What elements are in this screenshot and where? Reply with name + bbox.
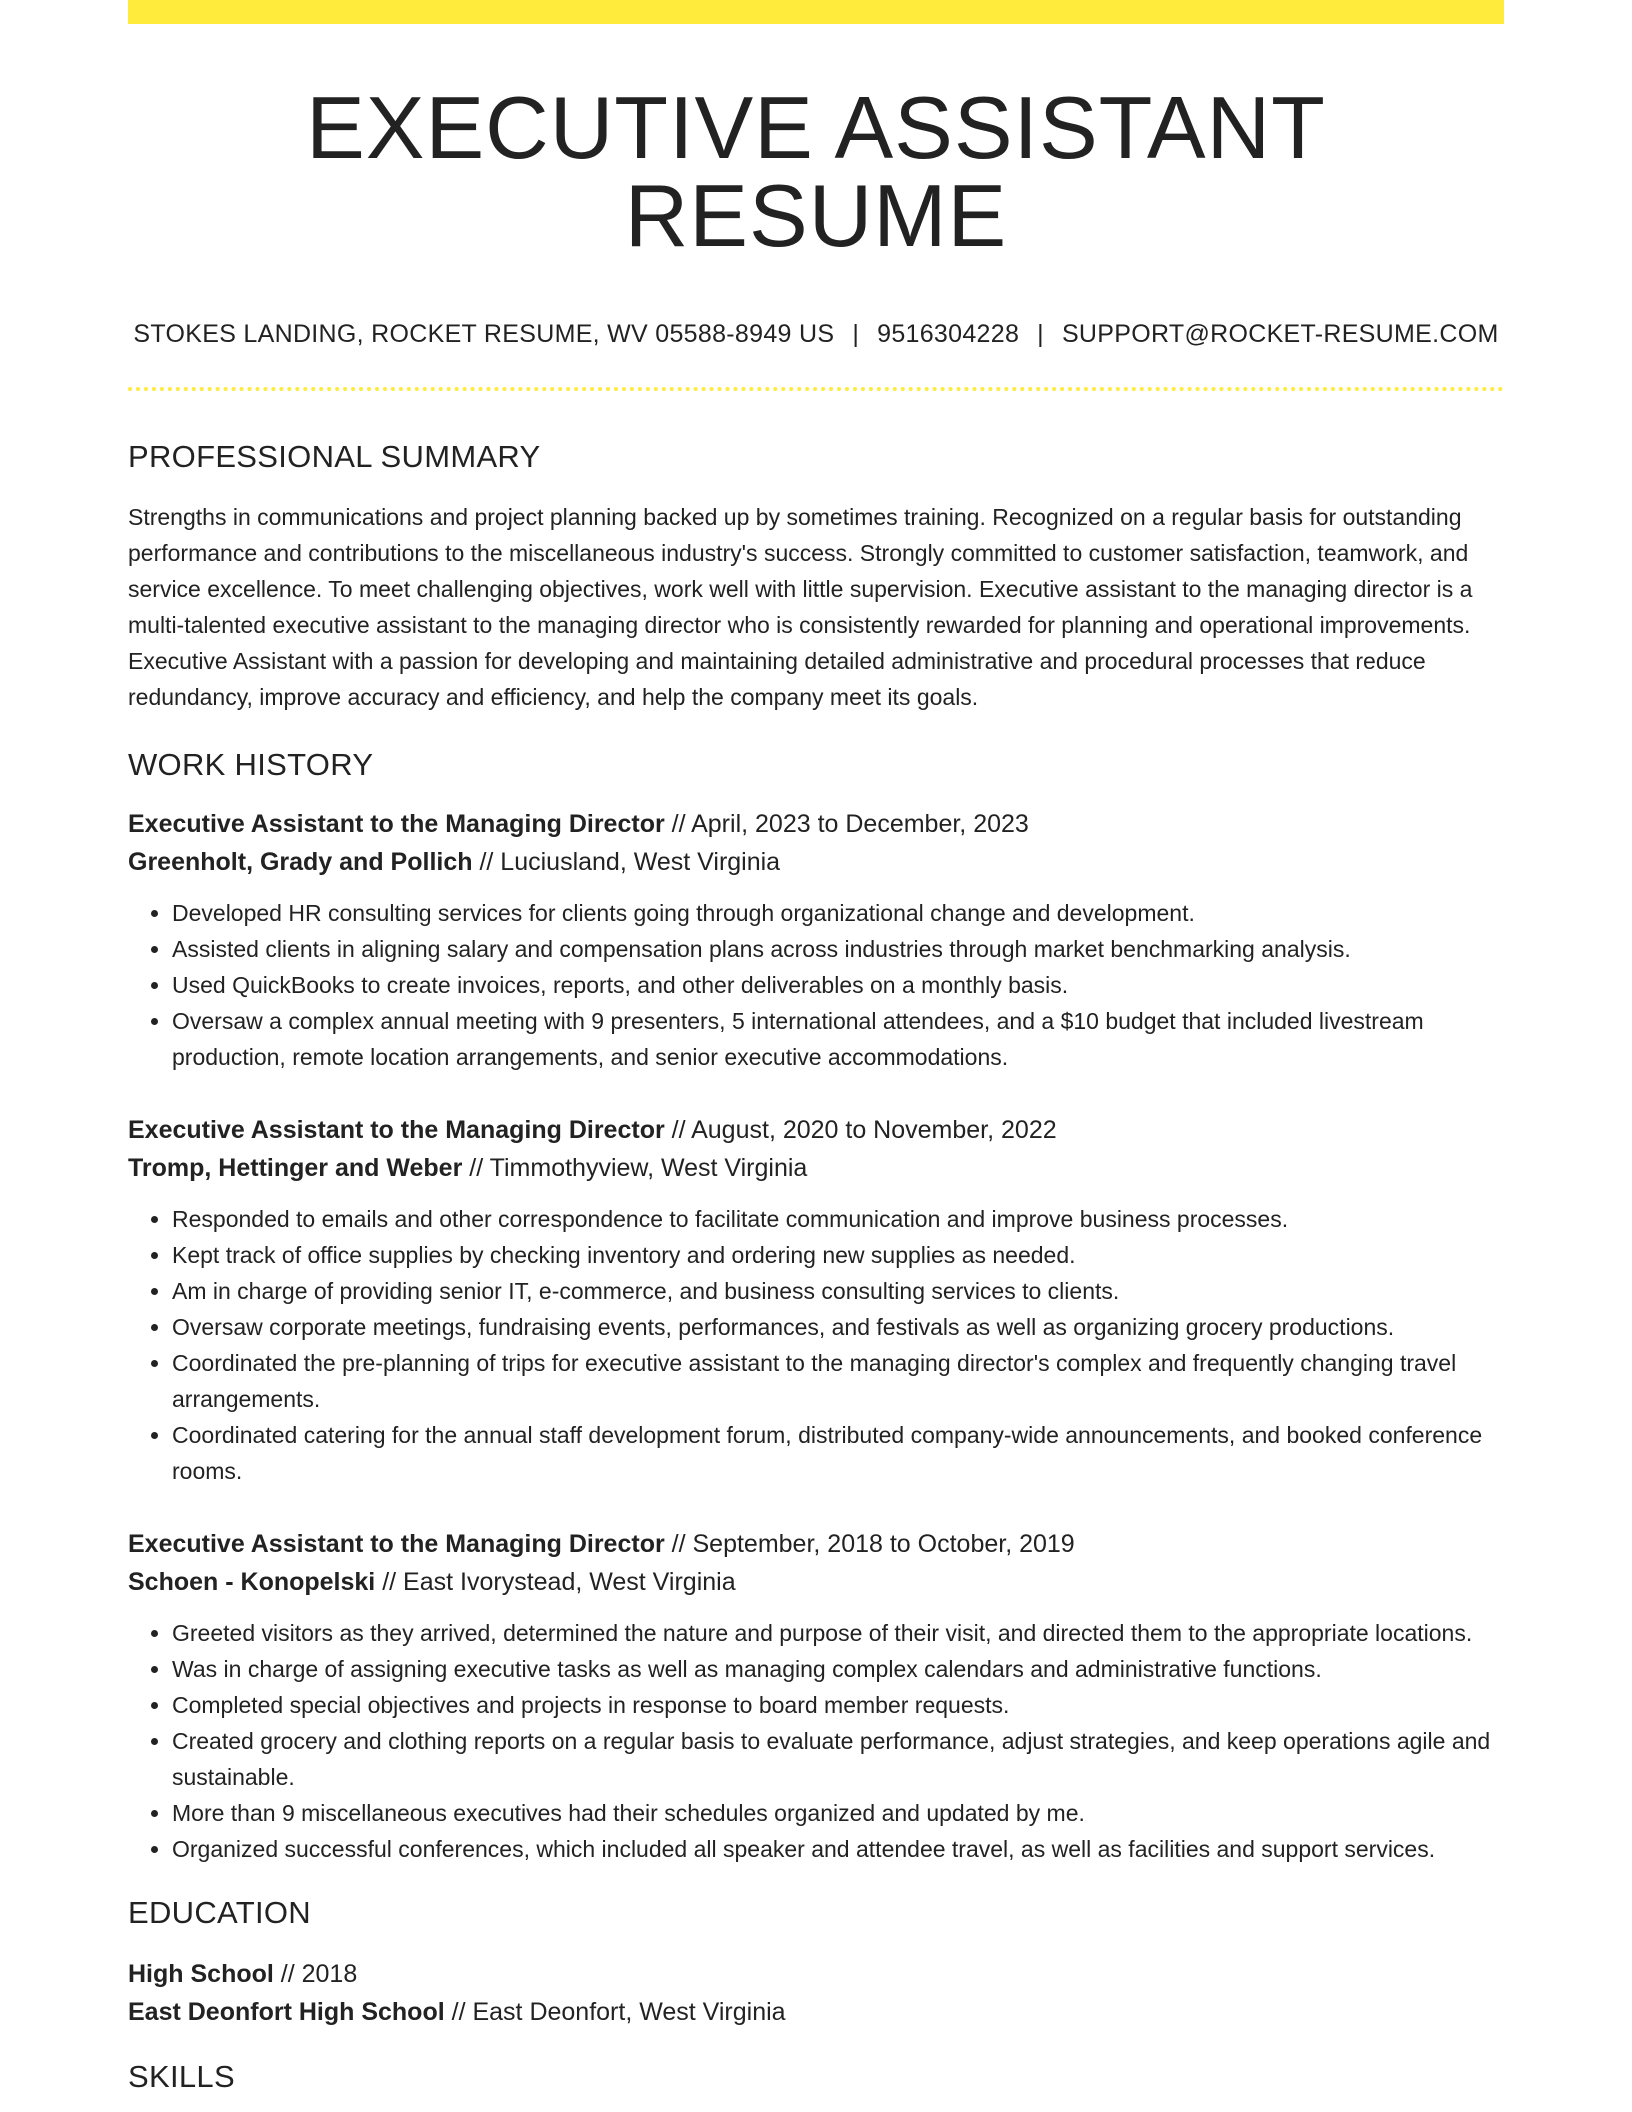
job-bullet: • Assisted clients in aligning salary and compensation plans across industries through market benchmarking analysis. [172,931,1504,967]
job-bullet: • Was in charge of assigning executive tasks as well as managing complex calendars and administrative functions. [172,1651,1504,1687]
job-location: // East Ivorystead, West Virginia [375,1568,736,1596]
education-section [128,1895,1504,2031]
job-company-line [128,1563,1504,1601]
job-bullet: • Am in charge of providing senior IT, e-commerce, and business consulting services to clients. [172,1273,1504,1309]
contact-separator: | [1037,320,1044,348]
job-entry [128,1111,1504,1489]
job-company: Schoen - Konopelski [128,1568,376,1596]
job-title: Executive Assistant to the Managing Director [128,1530,665,1558]
job-bullet: • Coordinated the pre-planning of trips for executive assistant to the managing director's complex and frequently changing travel arrangements. [172,1345,1504,1417]
job-entry [128,1525,1504,1867]
resume-page [128,0,1504,2095]
job-title-line [128,1111,1504,1149]
page-title: EXECUTIVE ASSISTANT RESUME [306,78,1326,265]
job-entry [128,805,1504,1075]
education-school-line [128,1993,1504,2031]
contact-email: SUPPORT@ROCKET-RESUME.COM [1061,320,1499,348]
job-title: Executive Assistant to the Managing Director [128,1116,665,1144]
job-bullet: • Responded to emails and other correspondence to facilitate communication and improve business processes. [172,1201,1504,1237]
job-bullet: • Greeted visitors as they arrived, determined the nature and purpose of their visit, and directed them to the appropriate locations. [172,1615,1504,1651]
job-dates: // September, 2018 to October, 2019 [664,1530,1075,1558]
summary-section [128,439,1504,715]
job-bullet: • Coordinated catering for the annual staff development forum, distributed company-wide announcements, and booked conference rooms. [172,1417,1504,1489]
job-bullets [128,1615,1504,1867]
job-title-line [128,1525,1504,1563]
summary-heading: PROFESSIONAL SUMMARY [128,439,541,474]
contact-phone: 9516304228 [877,320,1020,348]
work-history-section [128,747,1504,1867]
work-history-heading: WORK HISTORY [128,747,374,782]
summary-text: Strengths in communications and project planning backed up by sometimes training. Recognized on a regular basis for outstanding performance and contributions to the miscellaneous industry's success. Strongly committed to customer satisfaction, teamwork, and service excellence. To meet challenging objectives, work well with little supervision. Executive assistant to the managing director is a multi-talented executive assistant to the managing director who is consistently rewarded for planning and operational improvements. Executive Assistant with a passion for developing and maintaining detailed administrative and procedural processes that reduce redundancy, improve accuracy and efficiency, and help the company meet its goals. [128,504,1473,710]
education-year: // 2018 [273,1960,358,1988]
job-bullet: • Oversaw a complex annual meeting with 9 presenters, 5 international attendees, and a $10 budget that included livestream production, remote location arrangements, and senior executive accommodations. [172,1003,1504,1075]
job-bullet: • Developed HR consulting services for clients going through organizational change and development. [172,895,1504,931]
job-bullets [128,895,1504,1075]
education-entry [128,1955,1504,2031]
job-location: // Luciusland, West Virginia [472,848,781,876]
contact-line [128,320,1504,349]
job-title-line [128,805,1504,843]
skills-heading: SKILLS [128,2059,235,2094]
job-bullet: • Organized successful conferences, which included all speaker and attendee travel, as well as facilities and support services. [172,1831,1504,1867]
job-bullets [128,1201,1504,1489]
skills-section [128,2059,1504,2095]
job-company-line [128,843,1504,881]
job-bullet: • More than 9 miscellaneous executives had their schedules organized and updated by me. [172,1795,1504,1831]
job-bullet: • Used QuickBooks to create invoices, reports, and other deliverables on a monthly basis. [172,967,1504,1003]
education-degree: High School [128,1960,274,1988]
education-degree-line [128,1955,1504,1993]
education-heading: EDUCATION [128,1895,311,1930]
accent-top-bar [128,0,1504,24]
job-bullet: • Kept track of office supplies by checking inventory and ordering new supplies as needed. [172,1237,1504,1273]
job-company-line [128,1149,1504,1187]
job-dates: // April, 2023 to December, 2023 [664,810,1029,838]
job-bullet: • Oversaw corporate meetings, fundraising events, performances, and festivals as well as organizing grocery productions. [172,1309,1504,1345]
dotted-divider [128,387,1504,391]
contact-address: STOKES LANDING, ROCKET RESUME, WV 05588-8949 US [133,320,835,348]
contact-separator: | [852,320,860,348]
job-title: Executive Assistant to the Managing Director [128,810,665,838]
job-location: // Timmothyview, West Virginia [462,1154,808,1182]
job-dates: // August, 2020 to November, 2022 [664,1116,1057,1144]
job-company: Tromp, Hettinger and Weber [128,1154,463,1182]
job-bullet: • Completed special objectives and projects in response to board member requests. [172,1687,1504,1723]
education-location: // East Deonfort, West Virginia [444,1998,786,2026]
job-bullet: • Created grocery and clothing reports on a regular basis to evaluate performance, adjust strategies, and keep operations agile and sustainable. [172,1723,1504,1795]
education-school: East Deonfort High School [128,1998,445,2026]
job-company: Greenholt, Grady and Pollich [128,848,473,876]
